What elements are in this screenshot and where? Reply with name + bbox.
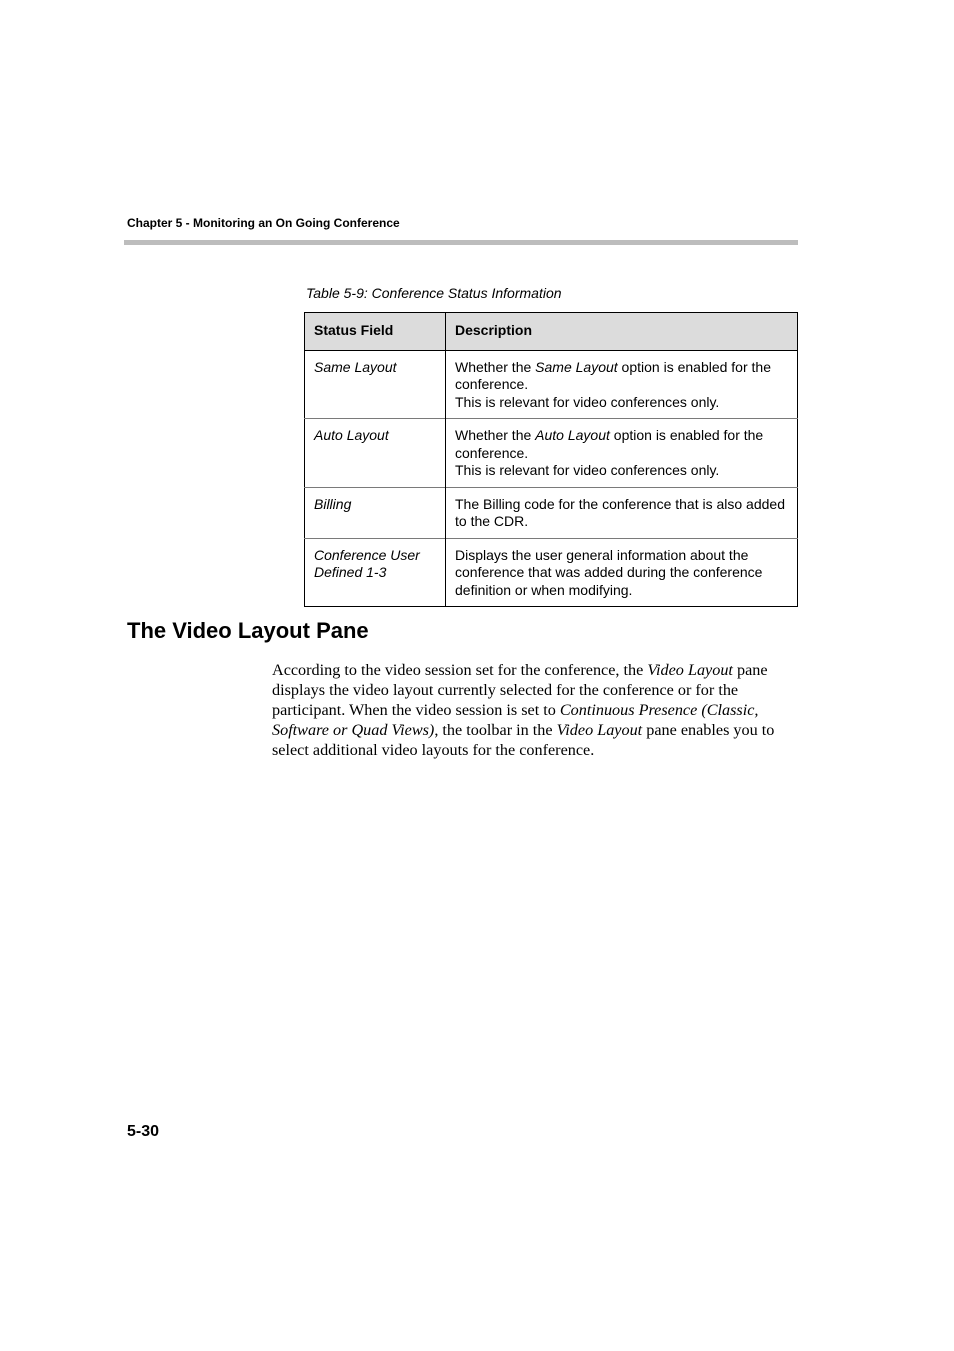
table-row <box>305 419 798 488</box>
status-field-cell: Same Layout <box>305 350 446 419</box>
table-row <box>305 487 798 538</box>
chapter-header: Chapter 5 - Monitoring an On Going Conference <box>127 216 400 230</box>
description-text: Whether the <box>455 358 536 375</box>
body-paragraph <box>272 660 802 760</box>
column-header-description: Description <box>446 313 798 351</box>
description-cell: Displays the user general information about the conference that was added during the conference definition or when modifying. <box>446 538 798 607</box>
paragraph-text: pane enables you to select additional video layouts for the conference. <box>272 721 775 759</box>
table-header-row <box>305 313 798 351</box>
description-emphasis: Same Layout <box>535 358 618 375</box>
paragraph-text: , the toolbar in the <box>434 721 557 739</box>
description-note: This is relevant for video conferences only. <box>455 462 720 478</box>
section-heading: The Video Layout Pane <box>127 618 369 643</box>
status-table <box>304 312 798 607</box>
table-row <box>305 538 798 607</box>
column-header-status-field: Status Field <box>305 313 446 351</box>
page-number: 5-30 <box>127 1123 160 1140</box>
header-rule <box>124 240 798 245</box>
status-field-cell: Conference User Defined 1-3 <box>305 538 446 607</box>
description-text: option is enabled for the conference. <box>455 427 764 461</box>
paragraph-emphasis: Video Layout <box>556 721 643 739</box>
status-field-cell: Billing <box>305 487 446 538</box>
paragraph-text: pane displays the video layout currently selected for the conference or for the participant. When the video session is set to <box>272 661 768 719</box>
status-field-cell: Auto Layout <box>305 419 446 488</box>
description-cell <box>446 350 798 419</box>
description-cell: The Billing code for the conference that is also added to the CDR. <box>446 487 798 538</box>
paragraph-text: According to the video session set for the conference, the <box>272 661 648 679</box>
description-cell <box>446 419 798 488</box>
description-text: Whether the <box>455 427 536 443</box>
table-caption: Table 5-9: Conference Status Information <box>306 285 562 301</box>
paragraph-emphasis: Video Layout <box>647 661 733 679</box>
description-text: option is enabled for the conference. <box>455 358 771 392</box>
description-emphasis: Auto Layout <box>535 427 610 443</box>
paragraph-emphasis: Continuous Presence (Classic, Software or Quad Views) <box>272 701 759 739</box>
table-row <box>305 350 798 419</box>
description-note: This is relevant for video conferences only. <box>455 393 720 410</box>
